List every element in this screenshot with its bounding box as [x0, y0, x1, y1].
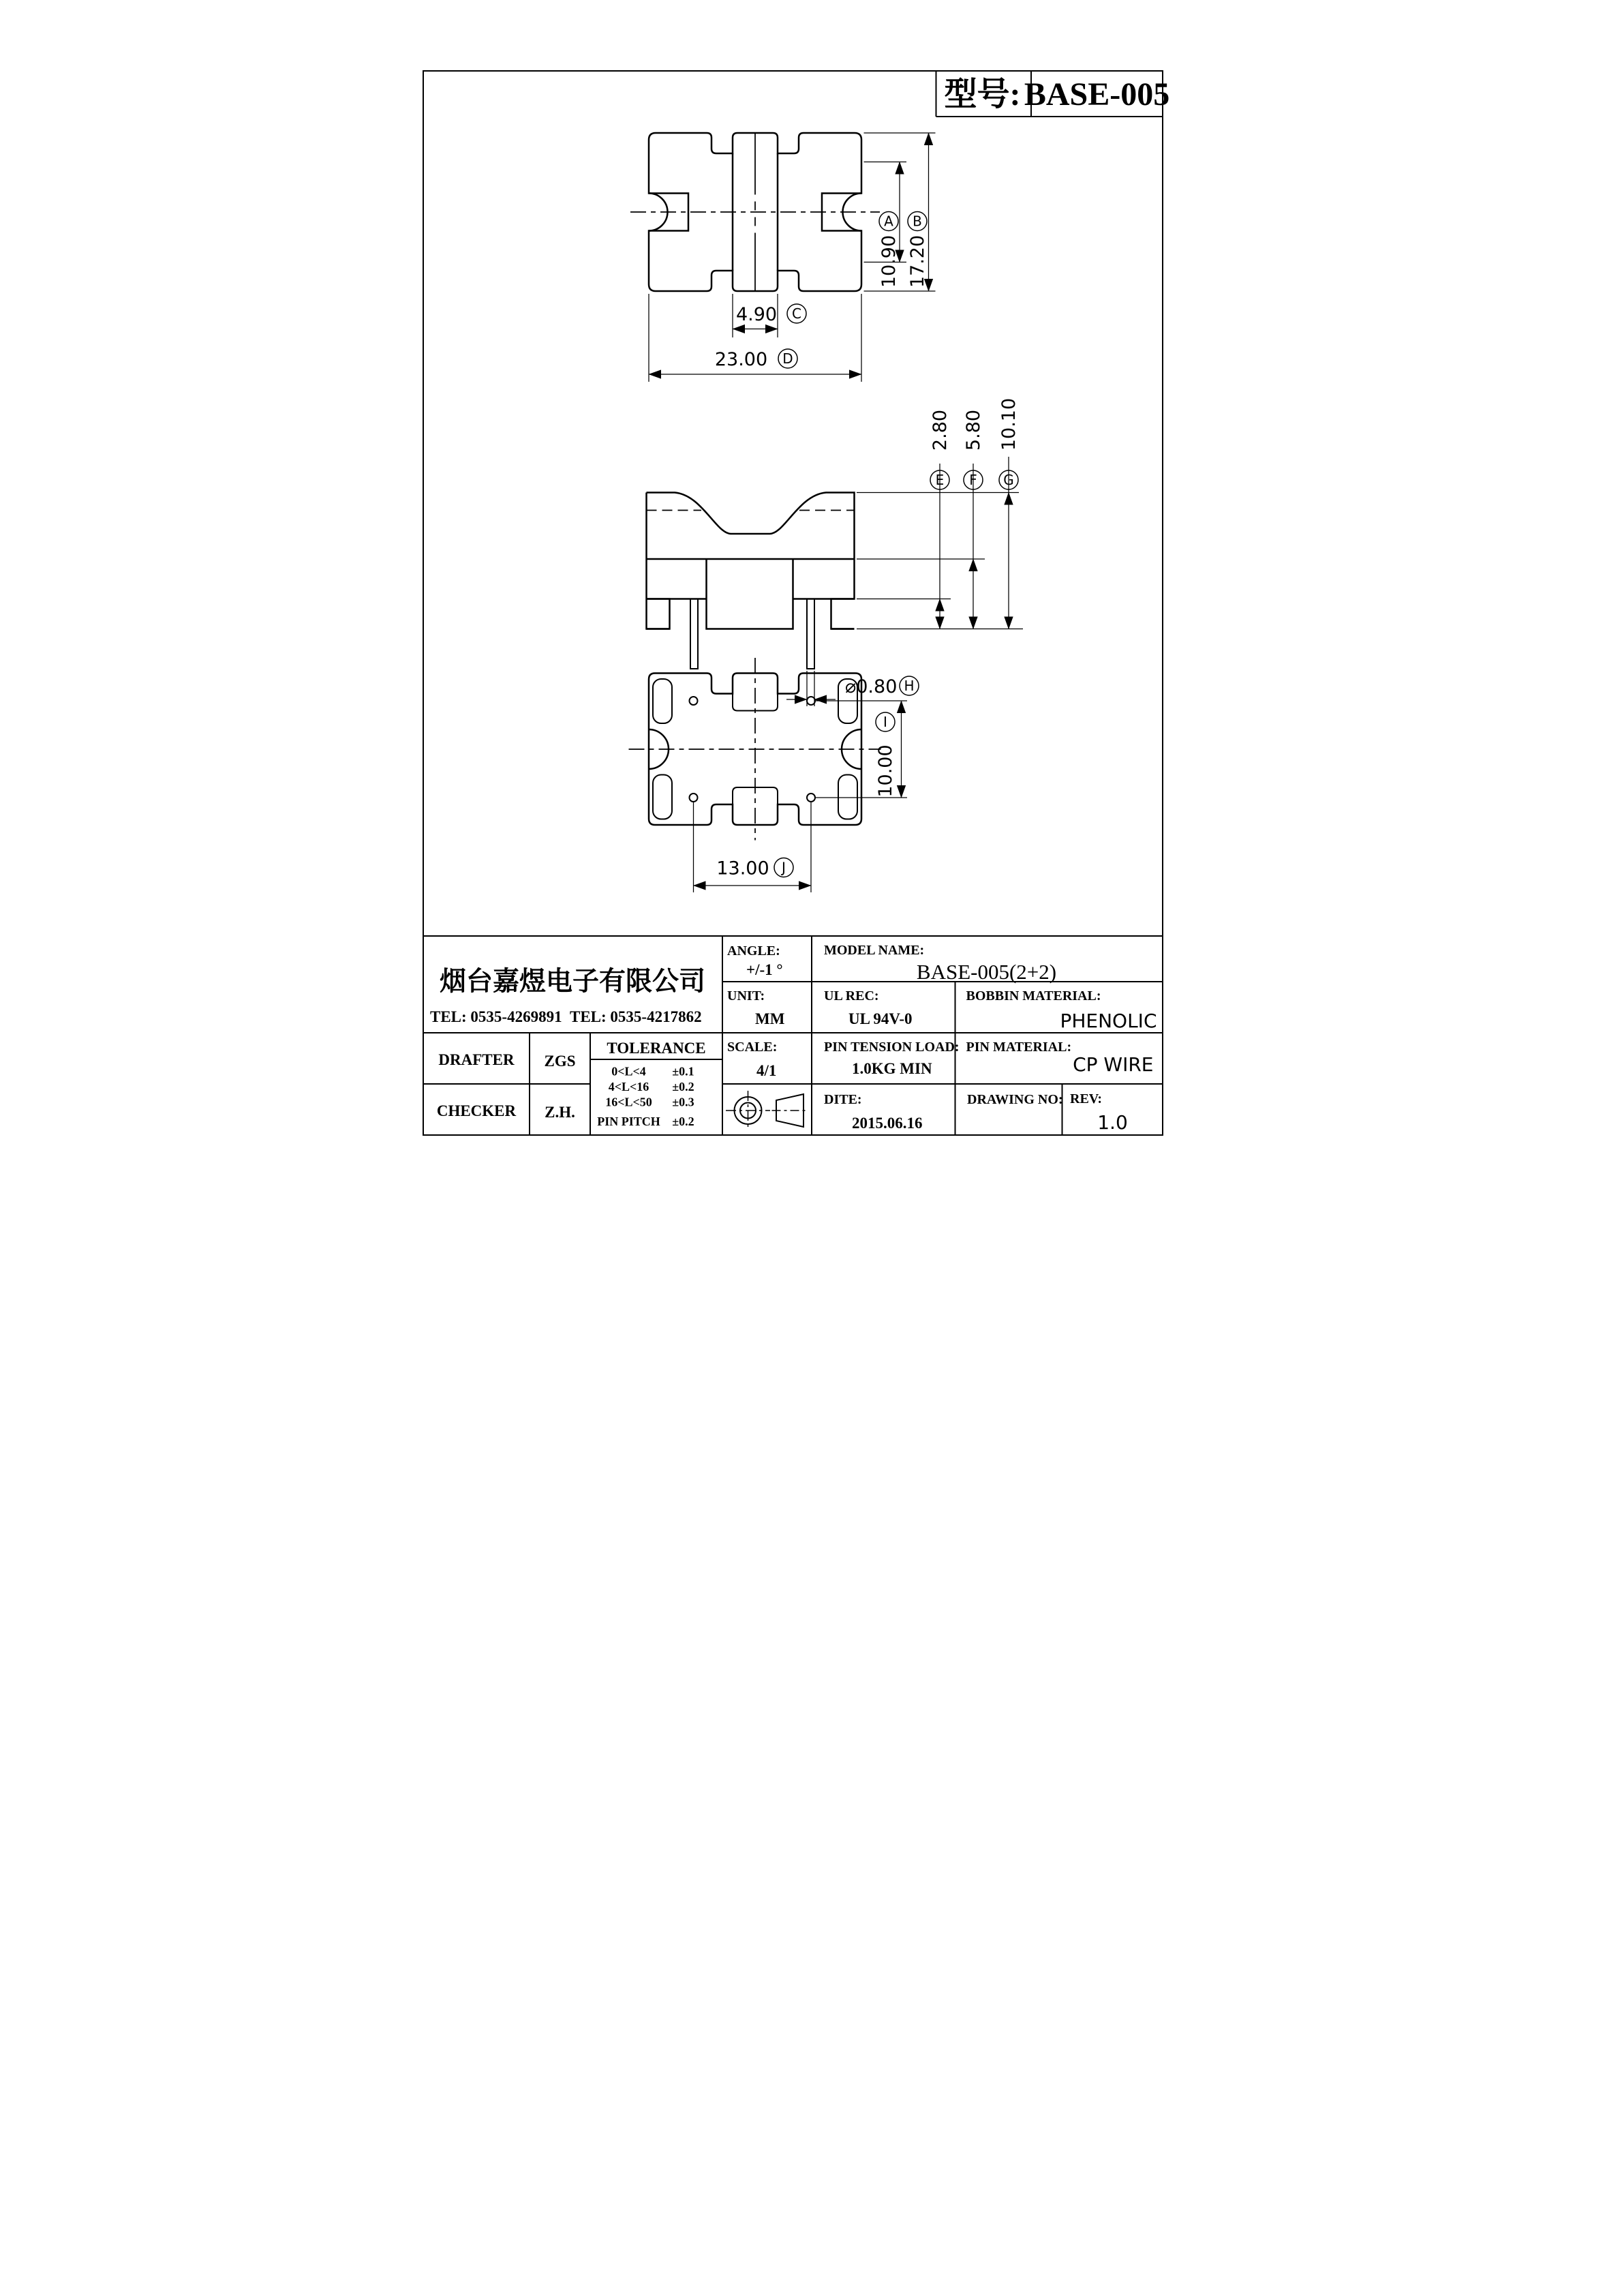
dim-G-letter: G [1003, 472, 1014, 488]
dim-I-letter: I [883, 714, 887, 730]
tolerance-row-3-range: 16<L<50 [605, 1095, 652, 1109]
pin-tension-value: 1.0KG MIN [852, 1060, 932, 1077]
bobbin-material-value: PHENOLIC [1060, 1010, 1157, 1032]
dim-B-value: 17.20 [907, 235, 928, 288]
dim-H-letter: H [904, 678, 915, 694]
front-view-outline-left [647, 493, 670, 629]
dim-C-letter: C [792, 305, 801, 322]
model-number: BASE-005 [1024, 76, 1170, 112]
pin-hole-2 [807, 697, 815, 705]
corner-slot-bottom-left [653, 775, 672, 819]
dim-G-value: 10.10 [998, 397, 1020, 451]
pin-hole-1 [690, 697, 698, 705]
dim-I-value: 10.00 [875, 744, 896, 798]
rev-value: 1.0 [1097, 1111, 1128, 1134]
tolerance-row-2-value: ±0.2 [672, 1080, 694, 1093]
model-name-value: BASE-005(2+2) [916, 960, 1057, 984]
tolerance-title: TOLERANCE [607, 1040, 706, 1057]
checker-value: Z.H. [545, 1104, 575, 1121]
tolerance-row-4-value: ±0.2 [672, 1115, 694, 1128]
dim-F-letter: F [969, 472, 977, 488]
corner-slot-bottom-right [838, 775, 857, 819]
tolerance-row-1-value: ±0.1 [672, 1064, 694, 1078]
drawing-sheet [406, 0, 1216, 1148]
company-tel-2: TEL: 0535-4217862 [570, 1008, 702, 1025]
dim-D-letter: D [782, 350, 793, 367]
dim-A-letter: A [884, 213, 893, 230]
projection-symbol-icon [726, 1091, 808, 1130]
unit-label: UNIT: [727, 988, 765, 1003]
tolerance-row-3-value: ±0.3 [672, 1095, 694, 1109]
checker-label: CHECKER [436, 1102, 517, 1119]
cad-drawing-canvas [406, 0, 1216, 1148]
drawing-no-label: DRAWING NO: [967, 1092, 1063, 1107]
dim-C-value: 4.90 [735, 304, 778, 325]
model-name-label: MODEL NAME: [824, 943, 925, 958]
pin-hole-3 [690, 794, 698, 802]
angle-label: ANGLE: [727, 943, 780, 958]
right-pin [807, 599, 814, 669]
dim-J-value: 13.00 [716, 858, 769, 879]
dim-H-value: ⌀0.80 [845, 676, 898, 697]
scale-label: SCALE: [727, 1040, 778, 1055]
bobbin-material-label: BOBBIN MATERIAL: [966, 988, 1101, 1003]
ul-rec-value: UL 94V-0 [848, 1010, 913, 1027]
pin-material-label: PIN MATERIAL: [966, 1040, 1072, 1055]
drafter-value: ZGS [544, 1053, 576, 1070]
dite-label: DITE: [824, 1092, 862, 1107]
front-view [647, 398, 1024, 706]
front-view-outline [647, 493, 855, 629]
dite-value: 2015.06.16 [852, 1115, 923, 1132]
tolerance-row-2-range: 4<L<16 [608, 1080, 649, 1093]
dim-F-value: 5.80 [963, 409, 984, 451]
scale-value: 4/1 [756, 1062, 777, 1079]
dim-E-letter: E [935, 472, 945, 488]
model-label: 型号: [944, 76, 1021, 112]
company-name: 烟台嘉煜电子有限公司 [439, 967, 706, 997]
pin-hole-4 [807, 794, 815, 802]
dim-D-value: 23.00 [714, 349, 768, 370]
info-table [423, 936, 1163, 1135]
pin-tension-label: PIN TENSION LOAD: [824, 1040, 960, 1055]
dim-J-letter: J [782, 859, 786, 876]
drafter-label: DRAFTER [438, 1051, 515, 1068]
center-block [707, 559, 793, 629]
top-view [630, 133, 936, 382]
company-tel-1: TEL: 0535-4269891 [430, 1008, 562, 1025]
tolerance-row-1-range: 0<L<4 [611, 1064, 646, 1078]
unit-value: MM [755, 1010, 785, 1027]
corner-slot-top-left [653, 679, 672, 723]
dim-B-letter: B [913, 213, 922, 230]
dim-A-value: 10.90 [878, 235, 900, 288]
dim-E-value: 2.80 [930, 409, 951, 451]
tolerance-row-4-range: PIN PITCH [597, 1115, 660, 1128]
ul-rec-label: UL REC: [824, 988, 879, 1003]
pin-material-value: CP WIRE [1073, 1053, 1154, 1076]
left-pin [690, 599, 698, 669]
angle-value: +/-1 ° [746, 961, 783, 978]
model-title-block [936, 71, 1170, 117]
rev-label: REV: [1070, 1091, 1103, 1106]
